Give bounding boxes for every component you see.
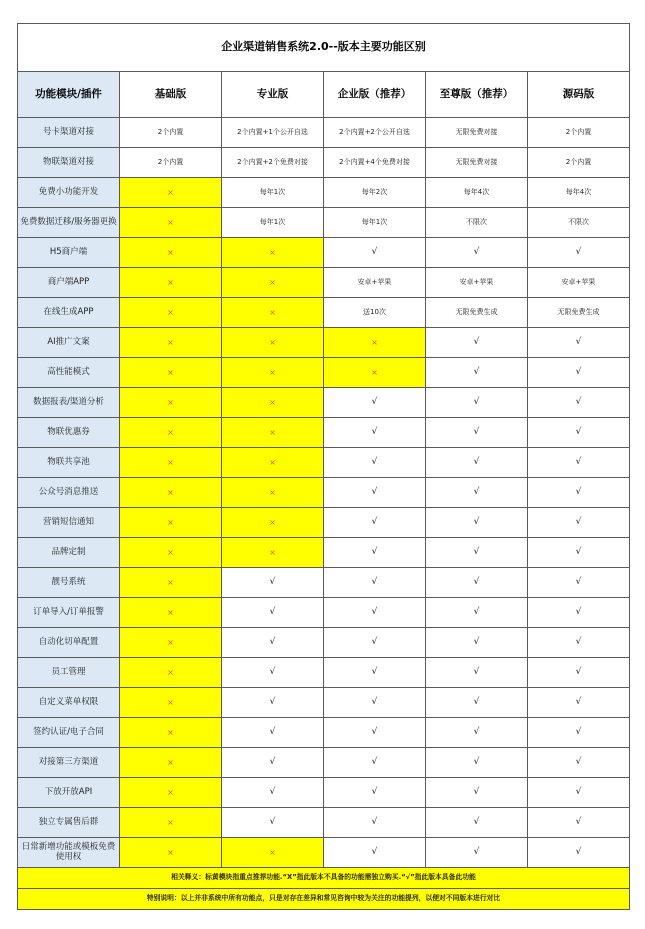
cell-supreme: √ [426, 658, 528, 688]
cell-enterprise: √ [324, 448, 426, 478]
cell-enterprise: 2个内置+2个公开自选 [324, 118, 426, 148]
cell-basic: × [120, 538, 222, 568]
feature-name: 营销短信通知 [18, 508, 120, 538]
cell-supreme: √ [426, 688, 528, 718]
cell-supreme: √ [426, 718, 528, 748]
cell-enterprise: √ [324, 478, 426, 508]
cell-basic: × [120, 748, 222, 778]
feature-name: 下放开放API [18, 778, 120, 808]
table-row [18, 148, 630, 178]
feature-name: 独立专属售后群 [18, 808, 120, 838]
cell-supreme: √ [426, 748, 528, 778]
cell-professional: × [222, 838, 324, 868]
feature-name: 靓号系统 [18, 568, 120, 598]
cell-professional: × [222, 508, 324, 538]
table-title: 企业渠道销售系统2.0--版本主要功能区别 [18, 24, 630, 72]
cell-basic: × [120, 808, 222, 838]
cell-supreme: √ [426, 778, 528, 808]
cell-supreme: √ [426, 478, 528, 508]
feature-name: 数据报表/渠道分析 [18, 388, 120, 418]
cell-enterprise: √ [324, 508, 426, 538]
cell-source-code: √ [528, 688, 630, 718]
note-row [18, 889, 630, 910]
feature-name: 在线生成APP [18, 298, 120, 328]
legend-note: 相关释义：标黄模块指重点推荐功能.“X”指此版本不具备的功能需独立购买.“√”指此版本具备此功能 [18, 868, 630, 889]
cell-source-code: √ [528, 838, 630, 868]
cell-supreme: √ [426, 238, 528, 268]
cell-source-code: √ [528, 808, 630, 838]
feature-name: 物联渠道对接 [18, 148, 120, 178]
cell-supreme: √ [426, 508, 528, 538]
cell-professional: × [222, 448, 324, 478]
cell-enterprise: √ [324, 718, 426, 748]
cell-source-code: √ [528, 718, 630, 748]
cell-enterprise: 每年2次 [324, 178, 426, 208]
cell-source-code: 每年4次 [528, 178, 630, 208]
cell-enterprise: √ [324, 628, 426, 658]
table-row [18, 208, 630, 238]
cell-source-code: √ [528, 778, 630, 808]
cell-source-code: 2个内置 [528, 118, 630, 148]
cell-professional: × [222, 238, 324, 268]
cell-source-code: √ [528, 538, 630, 568]
table-row [18, 328, 630, 358]
header-supreme: 至尊版（推荐） [426, 72, 528, 118]
cell-source-code: √ [528, 478, 630, 508]
cell-supreme: √ [426, 808, 528, 838]
feature-name: 高性能模式 [18, 358, 120, 388]
cell-supreme: 不限次 [426, 208, 528, 238]
header-professional: 专业版 [222, 72, 324, 118]
cell-source-code: √ [528, 658, 630, 688]
note-row [18, 868, 630, 889]
feature-name: 员工管理 [18, 658, 120, 688]
cell-enterprise: √ [324, 568, 426, 598]
cell-professional: 每年1次 [222, 208, 324, 238]
cell-source-code: √ [528, 418, 630, 448]
cell-enterprise: √ [324, 808, 426, 838]
cell-basic: × [120, 418, 222, 448]
cell-professional: √ [222, 808, 324, 838]
cell-source-code: √ [528, 388, 630, 418]
cell-source-code: √ [528, 328, 630, 358]
cell-enterprise: √ [324, 238, 426, 268]
cell-professional: 2个内置+1个公开自选 [222, 118, 324, 148]
cell-basic: × [120, 778, 222, 808]
table-row [18, 808, 630, 838]
cell-basic: × [120, 208, 222, 238]
cell-professional: × [222, 388, 324, 418]
header-feature: 功能模块/插件 [18, 72, 120, 118]
table-row [18, 598, 630, 628]
cell-basic: × [120, 478, 222, 508]
feature-name: 对接第三方渠道 [18, 748, 120, 778]
cell-basic: × [120, 568, 222, 598]
feature-name: 商户端APP [18, 268, 120, 298]
cell-source-code: √ [528, 628, 630, 658]
cell-supreme: 无限免费生成 [426, 298, 528, 328]
cell-enterprise: 每年1次 [324, 208, 426, 238]
cell-supreme: √ [426, 838, 528, 868]
cell-professional: √ [222, 598, 324, 628]
cell-professional: √ [222, 568, 324, 598]
cell-basic: × [120, 658, 222, 688]
feature-name: 免费数据迁移/服务器更换 [18, 208, 120, 238]
feature-name: 公众号消息推送 [18, 478, 120, 508]
cell-basic: × [120, 838, 222, 868]
table-row [18, 388, 630, 418]
cell-enterprise: √ [324, 538, 426, 568]
cell-enterprise: √ [324, 838, 426, 868]
cell-source-code: √ [528, 748, 630, 778]
cell-supreme: √ [426, 628, 528, 658]
version-comparison-table [17, 23, 630, 910]
cell-basic: × [120, 448, 222, 478]
feature-name: 物联共享池 [18, 448, 120, 478]
cell-enterprise: √ [324, 658, 426, 688]
cell-supreme: √ [426, 358, 528, 388]
cell-supreme: √ [426, 388, 528, 418]
cell-enterprise: √ [324, 388, 426, 418]
cell-source-code: √ [528, 448, 630, 478]
cell-supreme: √ [426, 448, 528, 478]
cell-supreme: 无限免费对接 [426, 148, 528, 178]
cell-source-code: 无限免费生成 [528, 298, 630, 328]
cell-enterprise: √ [324, 418, 426, 448]
table-row [18, 448, 630, 478]
feature-name: 订单导入/订单报警 [18, 598, 120, 628]
cell-basic: × [120, 688, 222, 718]
table-row [18, 538, 630, 568]
special-note: 特别说明：以上并非系统中所有功能点，只是对存在差异和常见咨询中较为关注的功能提列，以便对不同版本进行对比 [18, 889, 630, 910]
cell-basic: 2个内置 [120, 118, 222, 148]
feature-name: 自定义菜单权限 [18, 688, 120, 718]
cell-professional: 2个内置+2个免费对接 [222, 148, 324, 178]
table-row [18, 178, 630, 208]
cell-basic: × [120, 238, 222, 268]
table-row [18, 568, 630, 598]
cell-source-code: √ [528, 508, 630, 538]
cell-professional: √ [222, 628, 324, 658]
cell-source-code: √ [528, 358, 630, 388]
table-row [18, 118, 630, 148]
cell-basic: × [120, 388, 222, 418]
cell-source-code: 安卓+苹果 [528, 268, 630, 298]
header-enterprise: 企业版（推荐） [324, 72, 426, 118]
cell-supreme: √ [426, 538, 528, 568]
comparison-sheet [17, 23, 630, 910]
cell-professional: √ [222, 688, 324, 718]
cell-basic: × [120, 358, 222, 388]
table-row [18, 418, 630, 448]
table-row [18, 688, 630, 718]
table-row [18, 268, 630, 298]
cell-professional: √ [222, 658, 324, 688]
cell-enterprise: √ [324, 778, 426, 808]
feature-name: 物联优惠券 [18, 418, 120, 448]
table-row [18, 778, 630, 808]
cell-basic: × [120, 628, 222, 658]
feature-name: AI推广文案 [18, 328, 120, 358]
cell-enterprise: 送10次 [324, 298, 426, 328]
cell-source-code: √ [528, 568, 630, 598]
table-row [18, 508, 630, 538]
cell-source-code: √ [528, 238, 630, 268]
cell-basic: × [120, 598, 222, 628]
feature-name: 签约认证/电子合同 [18, 718, 120, 748]
cell-enterprise: √ [324, 748, 426, 778]
cell-professional: × [222, 298, 324, 328]
cell-basic: 2个内置 [120, 148, 222, 178]
table-row [18, 298, 630, 328]
cell-supreme: 无限免费对接 [426, 118, 528, 148]
table-row [18, 238, 630, 268]
cell-professional: × [222, 358, 324, 388]
cell-professional: × [222, 478, 324, 508]
header-row [18, 72, 630, 118]
cell-enterprise: 安卓+苹果 [324, 268, 426, 298]
cell-enterprise: × [324, 358, 426, 388]
header-source-code: 源码版 [528, 72, 630, 118]
cell-professional: × [222, 418, 324, 448]
table-row [18, 478, 630, 508]
cell-professional: 每年1次 [222, 178, 324, 208]
cell-professional: × [222, 538, 324, 568]
feature-name: 自动化切单配置 [18, 628, 120, 658]
feature-name: H5商户端 [18, 238, 120, 268]
cell-source-code: 不限次 [528, 208, 630, 238]
cell-supreme: √ [426, 328, 528, 358]
cell-professional: √ [222, 778, 324, 808]
cell-basic: × [120, 298, 222, 328]
cell-professional: √ [222, 718, 324, 748]
table-row [18, 628, 630, 658]
cell-basic: × [120, 178, 222, 208]
feature-name: 免费小功能开发 [18, 178, 120, 208]
feature-name: 号卡渠道对接 [18, 118, 120, 148]
table-row [18, 658, 630, 688]
cell-supreme: √ [426, 568, 528, 598]
cell-source-code: √ [528, 598, 630, 628]
table-row [18, 358, 630, 388]
cell-supreme: √ [426, 598, 528, 628]
cell-basic: × [120, 268, 222, 298]
cell-supreme: √ [426, 418, 528, 448]
cell-professional: × [222, 268, 324, 298]
cell-enterprise: 2个内置+4个免费对接 [324, 148, 426, 178]
table-row [18, 838, 630, 868]
cell-basic: × [120, 718, 222, 748]
feature-name: 品牌定制 [18, 538, 120, 568]
cell-enterprise: √ [324, 598, 426, 628]
table-row [18, 748, 630, 778]
feature-name: 日常新增功能或模板免费使用权 [18, 838, 120, 868]
cell-enterprise: × [324, 328, 426, 358]
cell-supreme: 每年4次 [426, 178, 528, 208]
cell-source-code: 2个内置 [528, 148, 630, 178]
header-basic: 基础版 [120, 72, 222, 118]
cell-enterprise: √ [324, 688, 426, 718]
table-row [18, 718, 630, 748]
cell-professional: √ [222, 748, 324, 778]
cell-basic: × [120, 328, 222, 358]
cell-supreme: 安卓+苹果 [426, 268, 528, 298]
cell-basic: × [120, 508, 222, 538]
cell-professional: × [222, 328, 324, 358]
